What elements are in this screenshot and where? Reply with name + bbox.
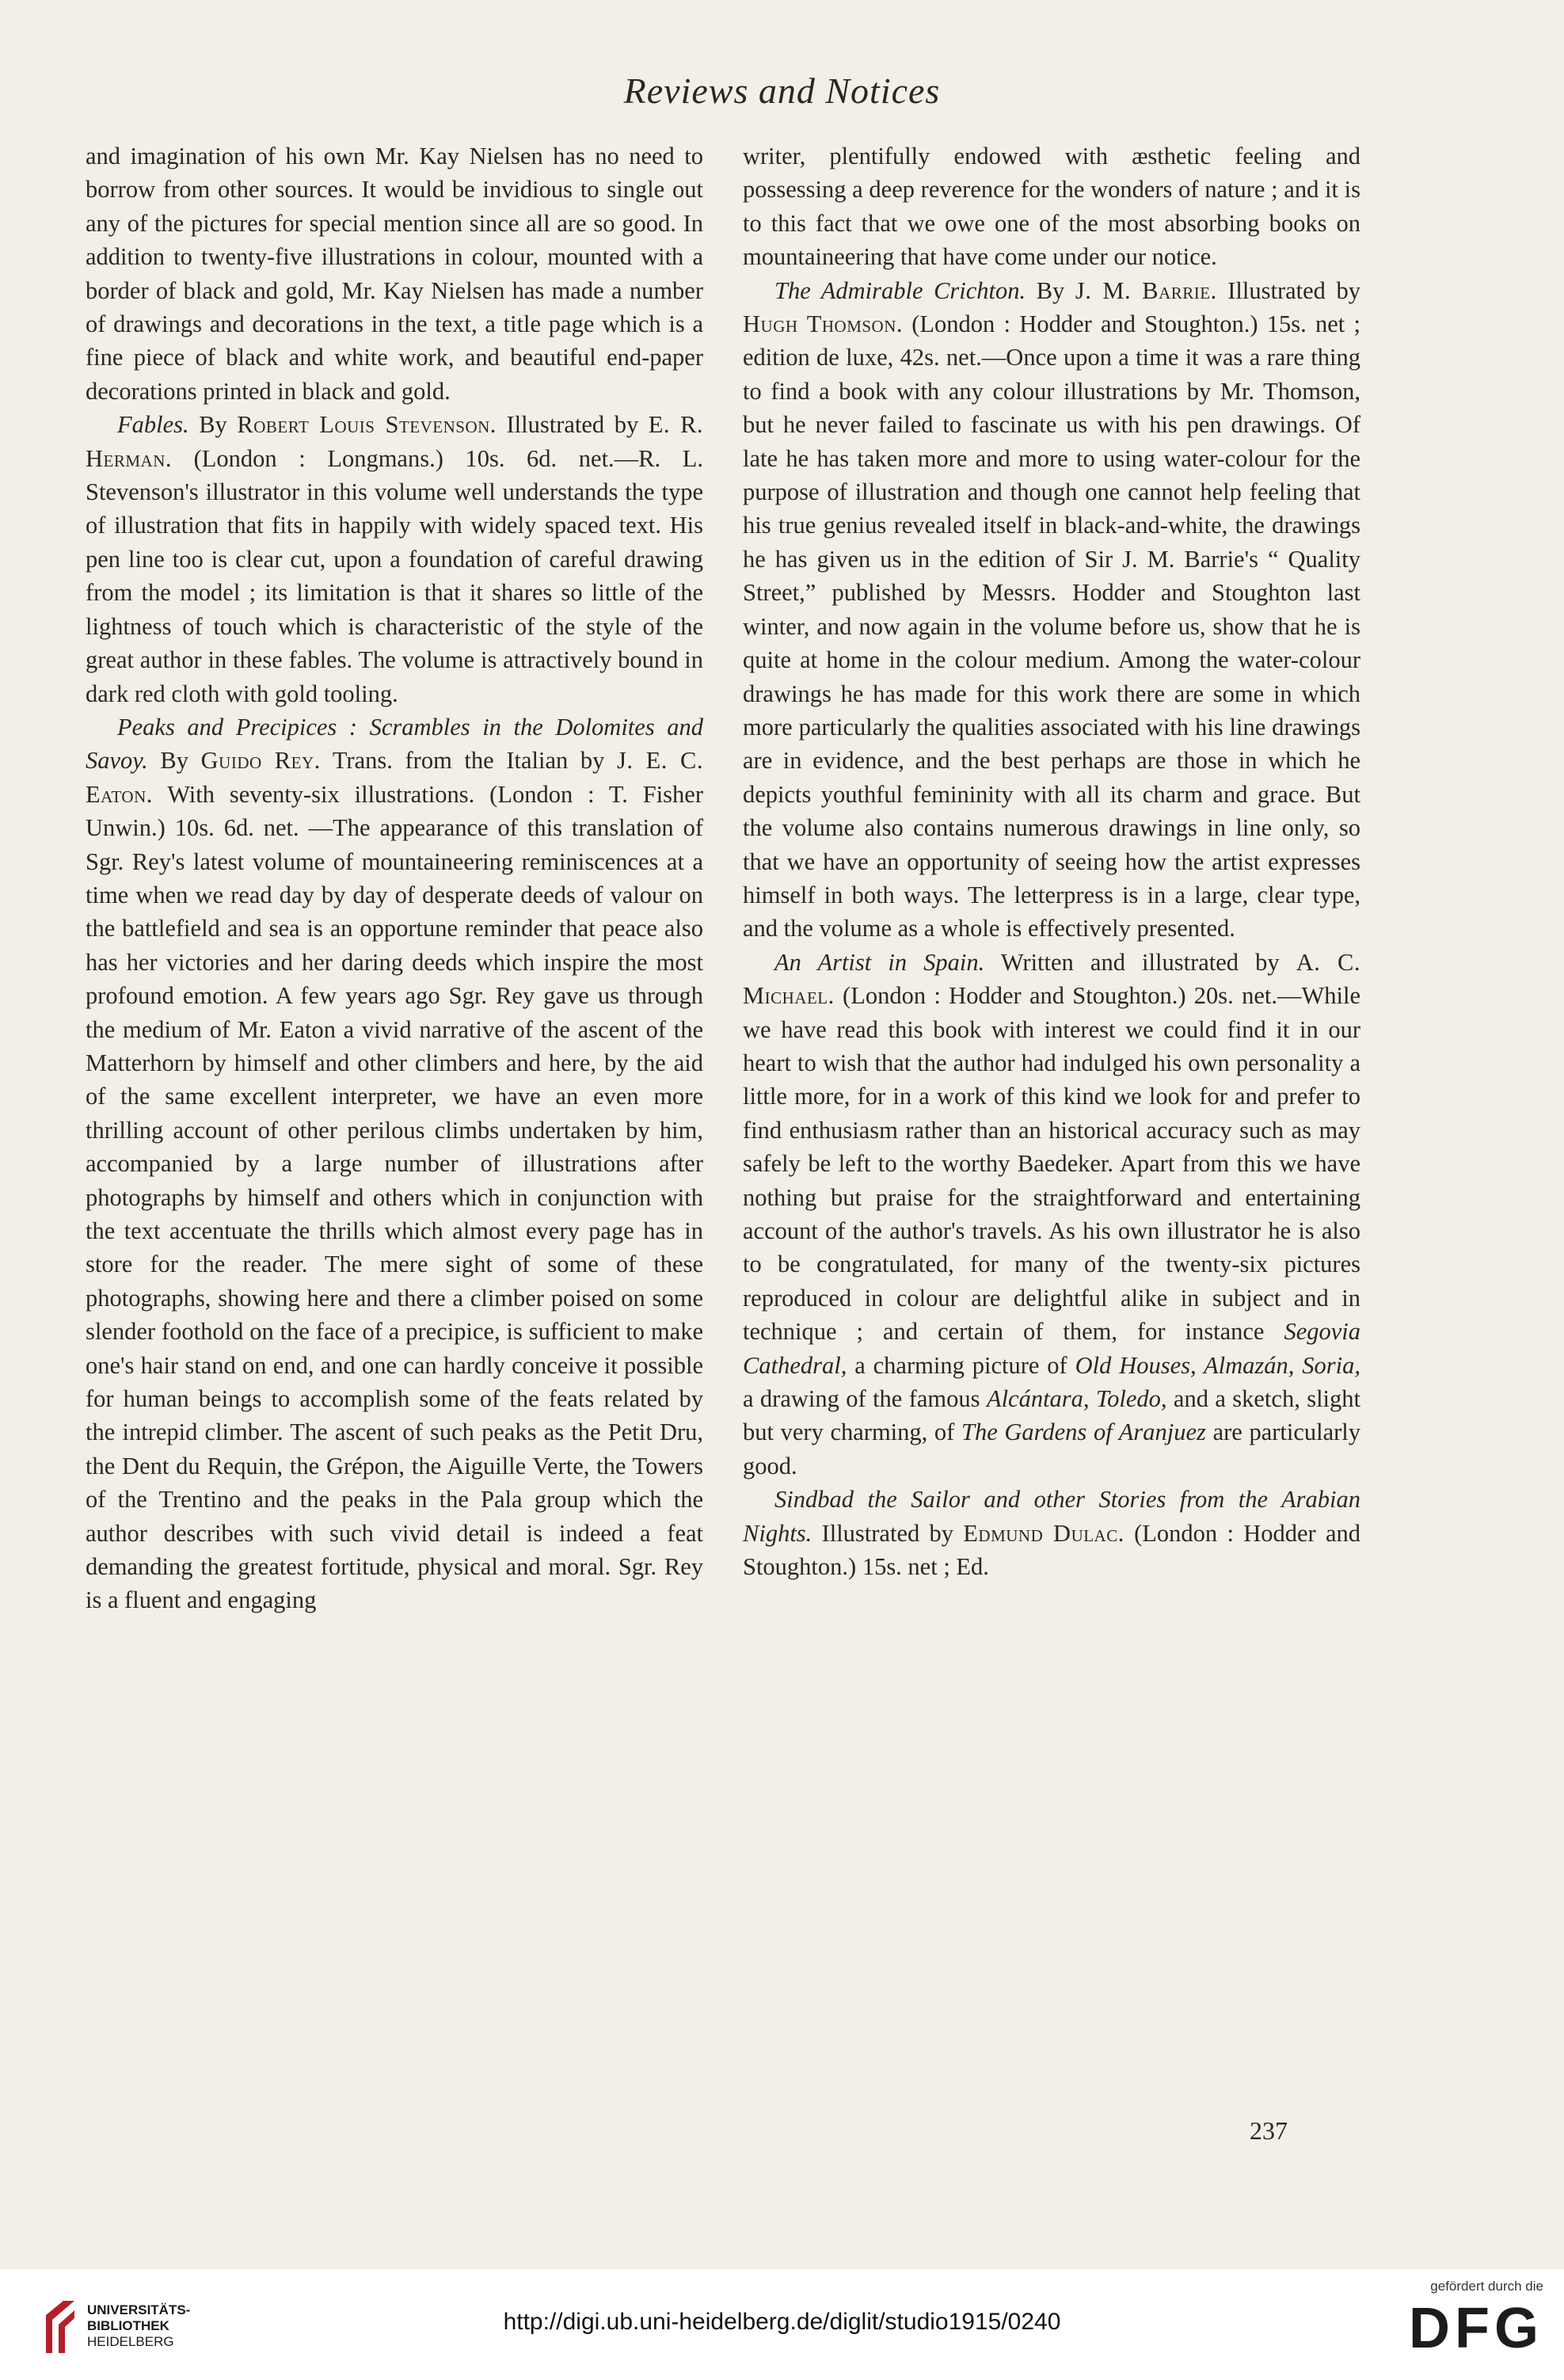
review-fables: Fables. By Robert Louis Stevenson. Illustrated by E. R. Herman. (London : Longmans.) 10s. 6d. net.—R. L. Stevenson's illustrator in this volume well understands the type of illustration that fits in happily with widely spaced text. His pen line too is clear cut, upon a foundation of careful drawing from the model ; its limitation is that it shares so little of the lightness of touch which is characteristic of the style of the great author in these fables. The volume is attractively bound in dark red cloth with gold tooling.	[86, 411, 704, 707]
book-title: The Admirable Crichton.	[774, 276, 1026, 304]
review-peaks-and-precipices: Peaks and Precipices : Scrambles in the Dolomites and Savoy. By Guido Rey. Trans. from the Italian by J. E. C. Eaton. With seventy-six illustrations. (London : T. Fisher Unwin.) 10s. 6d. net. —The appearance of this translation of Sgr. Rey's latest volume of mountaineering reminiscences at a time when we read day by day of desperate deeds of valour on the battlefield and sea is an opportune reminder that peace also has her victories and her daring deeds which inspire the most profound emotion. A few years ago Sgr. Rey gave us through the medium of Mr. Eaton a vivid narrative of the ascent of the Matterhorn by himself and other climbers and here, by the aid of the same excellent interpreter, we have an even more thrilling account of other perilous climbs undertaken by him, accompanied by a large number of illustrations after photographs by himself and others which in conjunction with the text accentuate the thrills which almost every page has in store for the reader. The mere sight of some of these photographs, showing here and there a climber poised on some slender foothold on the face of a precipice, is sufficient to make one's hair stand on end, and one can hardly conceive it possible for human beings to accomplish some of the feats related by the intrepid climber. The ascent of such peaks as the Petit Dru, the Dent du Requin, the Grépon, the Aiguille Verte, the Towers of the Trentino and the peaks in the Pala group which the author describes with such vivid detail is indeed a feat demanding the greatest fortitude, physical and moral. Sgr. Rey is a fluent and engaging	[86, 713, 704, 1614]
funder-caption: gefördert durch die	[1430, 2279, 1543, 2294]
translator-name: J. E. C. Eaton.	[86, 747, 704, 808]
author-name: Guido Rey.	[200, 747, 321, 775]
illustrator-name: Hugh Thomson.	[743, 310, 903, 338]
paragraph: and imagination of his own Mr. Kay Nielsen has no need to borrow from other sources. It would be invidious to single out any of the pictures for special mention since all are so good. In addition to twenty-five illustrations in colour, mounted with a border of black and gold, Mr. Kay Nielsen has made a number of drawings and decorations in the text, a title page which is a fine piece of black and white work, and beautiful end-paper decorations printed in black and gold.	[86, 143, 703, 405]
picture-title: Old Houses, Almazán, Soria,	[1075, 1351, 1360, 1379]
illustrator-name: Edmund Dulac.	[963, 1519, 1124, 1547]
picture-title: Alcántara, Toledo,	[986, 1385, 1167, 1413]
book-title: An Artist in Spain.	[774, 948, 985, 976]
picture-title: The Gardens of Aranjuez	[961, 1418, 1206, 1446]
library-name-line: UNIVERSITÄTS-	[87, 2302, 191, 2317]
author-name: A. C. Michael.	[743, 948, 1360, 1010]
page-number: 237	[1250, 2116, 1288, 2145]
book-title: Fables.	[117, 411, 189, 439]
review-admirable-crichton: The Admirable Crichton. By J. M. Barrie. Illustrated by Hugh Thomson. (London : Hodder and Stoughton.) 15s. net ; edition de luxe, 42s. net.—Once upon a time it was a rare thing to find a book with any colour illustrations by Mr. Thomson, but he never failed to fascinate us with his pen drawings. Of late he has taken more and more to using water-colour for the purpose of illustration and though one cannot help feeling that his true genius revealed itself in black-and-white, the drawings he has given us in the edition of Sir J. M. Barrie's “ Quality Street,” published by Messrs. Hodder and Stoughton last winter, and now again in the volume before us, show that he is quite at home in the colour medium. Among the water-colour drawings he has made for this work there are some in which more particularly the qualities associated with his line drawings are in evidence, and the best perhaps are those in which he depicts youthful femininity with all its charm and grace. But the volume also contains numerous drawings in line only, so that we have an opportunity of seeing how the artist expresses himself in both ways. The letterpress is in a large, clear type, and the volume as a whole is effectively presented.	[743, 276, 1360, 942]
author-name: Robert Louis Stevenson.	[237, 411, 497, 439]
review-artist-in-spain: An Artist in Spain. Written and illustrated by A. C. Michael. (London : Hodder and Stoughton.) 20s. net.—While we have read this book with interest we could find it in our heart to wish that the author had indulged his own personality a little more, for in a work of this kind we look for and prefer to find enthusiasm rather than an historical accuracy such as may safely be left to the worthy Baedeker. Apart from this we have nothing but praise for the straightforward and entertaining account of the author's travels. As his own illustrator he is also to be congratulated, for many of the twenty-six pictures reproduced in colour are delightful alike in subject and in technique ; and certain of them, for instance Segovia Cathedral, a charming picture of Old Houses, Almazán, Soria, a drawing of the famous Alcántara, Toledo, and a sketch, slight but very charming, of The Gardens of Aranjuez are particularly good.	[743, 948, 1361, 1479]
paragraph: writer, plentifully endowed with æsthetic feeling and possessing a deep reverence for the wonders of nature ; and it is to this fact that we owe one of the most absorbing books on mountaineering that have come under our notice.	[743, 143, 1360, 271]
book-title: Sindbad the Sailor and other Stories from the Arabian Nights.	[743, 1486, 1360, 1547]
dfg-logo-text: DFG	[1409, 2297, 1543, 2360]
footer-bar	[0, 2269, 1564, 2380]
book-title: Peaks and Precipices : Scrambles in the Dolomites and Savoy.	[86, 713, 703, 775]
funder-logo[interactable]	[1353, 2279, 1543, 2363]
picture-title: Segovia Cathedral,	[743, 1318, 1360, 1379]
left-column	[86, 139, 703, 1617]
right-column	[743, 139, 1360, 1583]
running-header: Reviews and Notices	[623, 70, 941, 111]
review-sindbad: Sindbad the Sailor and other Stories from the Arabian Nights. Illustrated by Edmund Dulac. (London : Hodder and Stoughton.) 15s. net ; Ed.	[743, 1486, 1360, 1581]
author-name: J. M. Barrie.	[1075, 276, 1217, 304]
library-name-line: HEIDELBERG	[87, 2334, 174, 2349]
library-name-line: BIBLIOTHEK	[87, 2318, 169, 2333]
permalink-url[interactable]: http://digi.ub.uni-heidelberg.de/diglit/studio1915/0240	[503, 2309, 1061, 2335]
illustrator-name: E. R. Herman.	[86, 411, 704, 472]
